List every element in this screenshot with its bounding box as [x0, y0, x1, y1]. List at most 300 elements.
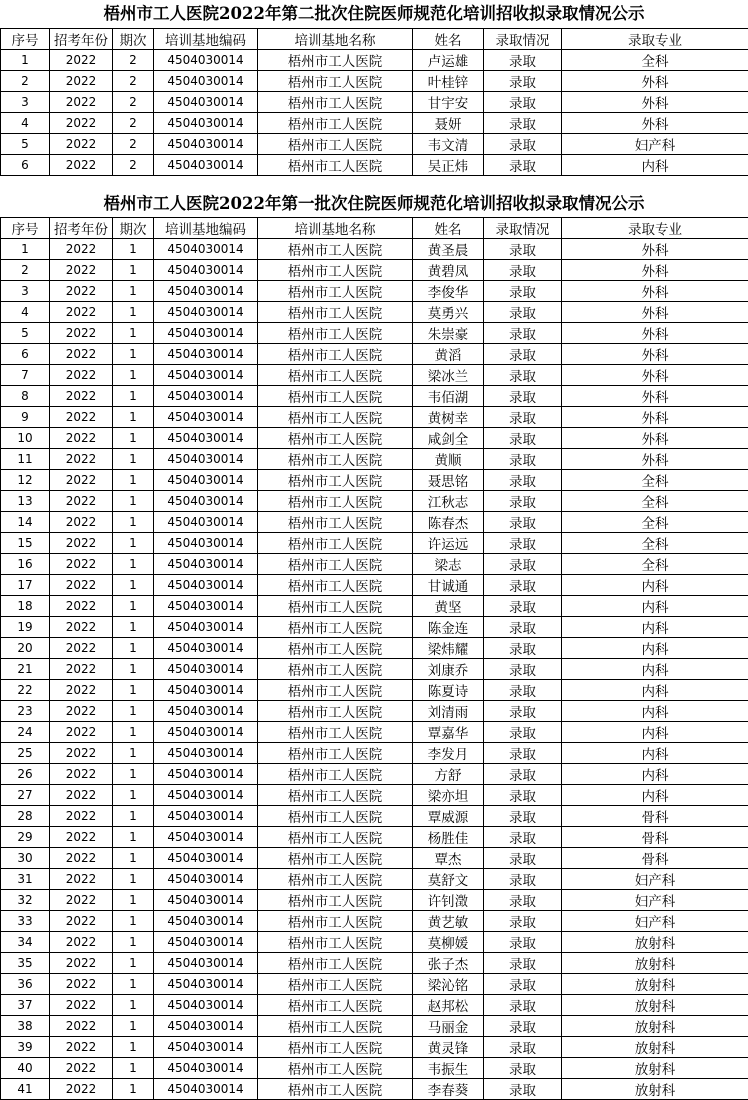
cell-status: 录取 [484, 785, 562, 806]
cell-term: 1 [113, 1058, 154, 1079]
cell-base-name: 梧州市工人医院 [258, 575, 413, 596]
cell-status: 录取 [484, 239, 562, 260]
cell-name: 赵邦松 [413, 995, 484, 1016]
cell-specialty: 外科 [562, 449, 748, 470]
cell-year: 2022 [50, 953, 113, 974]
cell-specialty: 内科 [562, 722, 748, 743]
cell-year: 2022 [50, 827, 113, 848]
table-row [1, 932, 748, 953]
cell-year: 2022 [50, 50, 113, 71]
cell-year: 2022 [50, 806, 113, 827]
cell-base-name: 梧州市工人医院 [258, 491, 413, 512]
cell-name: 江秋志 [413, 491, 484, 512]
cell-seq: 31 [1, 869, 50, 890]
cell-seq: 41 [1, 1079, 50, 1100]
cell-specialty: 妇产科 [562, 134, 748, 155]
cell-base-name: 梧州市工人医院 [258, 302, 413, 323]
cell-seq: 3 [1, 281, 50, 302]
cell-term: 1 [113, 323, 154, 344]
cell-name: 黄滔 [413, 344, 484, 365]
cell-specialty: 内科 [562, 764, 748, 785]
cell-base-code: 4504030014 [154, 260, 258, 281]
cell-base-code: 4504030014 [154, 890, 258, 911]
table-row [1, 134, 748, 155]
cell-status: 录取 [484, 512, 562, 533]
cell-seq: 32 [1, 890, 50, 911]
table-row [1, 386, 748, 407]
cell-specialty: 骨科 [562, 848, 748, 869]
column-header-base-name: 培训基地名称 [258, 218, 413, 239]
table-row [1, 890, 748, 911]
cell-specialty: 外科 [562, 113, 748, 134]
cell-term: 1 [113, 953, 154, 974]
cell-base-code: 4504030014 [154, 974, 258, 995]
cell-seq: 27 [1, 785, 50, 806]
cell-seq: 24 [1, 722, 50, 743]
cell-year: 2022 [50, 743, 113, 764]
cell-name: 张子杰 [413, 953, 484, 974]
cell-base-code: 4504030014 [154, 932, 258, 953]
cell-status: 录取 [484, 701, 562, 722]
cell-seq: 38 [1, 1016, 50, 1037]
cell-year: 2022 [50, 764, 113, 785]
cell-seq: 20 [1, 638, 50, 659]
cell-year: 2022 [50, 344, 113, 365]
cell-base-code: 4504030014 [154, 470, 258, 491]
cell-name: 聂妍 [413, 113, 484, 134]
cell-base-code: 4504030014 [154, 134, 258, 155]
cell-base-code: 4504030014 [154, 71, 258, 92]
cell-specialty: 内科 [562, 743, 748, 764]
cell-name: 黄艺敏 [413, 911, 484, 932]
cell-seq: 9 [1, 407, 50, 428]
cell-name: 李发月 [413, 743, 484, 764]
cell-base-code: 4504030014 [154, 575, 258, 596]
cell-year: 2022 [50, 365, 113, 386]
cell-base-name: 梧州市工人医院 [258, 806, 413, 827]
cell-base-name: 梧州市工人医院 [258, 848, 413, 869]
cell-status: 录取 [484, 1016, 562, 1037]
cell-term: 1 [113, 239, 154, 260]
cell-year: 2022 [50, 554, 113, 575]
table-row [1, 911, 748, 932]
cell-name: 莫勇兴 [413, 302, 484, 323]
column-header-name: 姓名 [413, 218, 484, 239]
table-header [1, 218, 748, 239]
cell-base-code: 4504030014 [154, 155, 258, 176]
cell-base-name: 梧州市工人医院 [258, 974, 413, 995]
cell-year: 2022 [50, 1058, 113, 1079]
cell-base-name: 梧州市工人医院 [258, 134, 413, 155]
column-header-specialty: 录取专业 [562, 218, 748, 239]
cell-term: 1 [113, 575, 154, 596]
cell-seq: 2 [1, 260, 50, 281]
cell-year: 2022 [50, 596, 113, 617]
cell-base-code: 4504030014 [154, 722, 258, 743]
column-header-seq: 序号 [1, 29, 50, 50]
cell-name: 刘康乔 [413, 659, 484, 680]
cell-name: 梁志 [413, 554, 484, 575]
cell-base-code: 4504030014 [154, 554, 258, 575]
cell-specialty: 内科 [562, 617, 748, 638]
cell-base-name: 梧州市工人医院 [258, 470, 413, 491]
cell-specialty: 骨科 [562, 806, 748, 827]
cell-base-code: 4504030014 [154, 638, 258, 659]
cell-seq: 4 [1, 113, 50, 134]
cell-year: 2022 [50, 869, 113, 890]
cell-seq: 19 [1, 617, 50, 638]
cell-seq: 8 [1, 386, 50, 407]
table-row [1, 680, 748, 701]
cell-specialty: 外科 [562, 239, 748, 260]
cell-specialty: 骨科 [562, 827, 748, 848]
column-header-seq: 序号 [1, 218, 50, 239]
column-header-term: 期次 [113, 218, 154, 239]
cell-name: 黄圣晨 [413, 239, 484, 260]
table-row [1, 806, 748, 827]
cell-base-code: 4504030014 [154, 344, 258, 365]
cell-base-name: 梧州市工人医院 [258, 92, 413, 113]
cell-name: 马丽金 [413, 1016, 484, 1037]
cell-year: 2022 [50, 1016, 113, 1037]
cell-base-name: 梧州市工人医院 [258, 239, 413, 260]
cell-name: 咸剑全 [413, 428, 484, 449]
table-row [1, 113, 748, 134]
table-row [1, 92, 748, 113]
cell-seq: 15 [1, 533, 50, 554]
cell-term: 1 [113, 869, 154, 890]
table-row [1, 995, 748, 1016]
table-row [1, 827, 748, 848]
cell-base-name: 梧州市工人医院 [258, 638, 413, 659]
cell-term: 1 [113, 848, 154, 869]
cell-base-code: 4504030014 [154, 323, 258, 344]
cell-base-name: 梧州市工人医院 [258, 50, 413, 71]
cell-base-name: 梧州市工人医院 [258, 449, 413, 470]
cell-seq: 39 [1, 1037, 50, 1058]
table-row [1, 638, 748, 659]
cell-base-name: 梧州市工人医院 [258, 428, 413, 449]
table-title: 梧州市工人医院2022年第一批次住院医师规范化培训招收拟录取情况公示 [0, 190, 748, 217]
table-row [1, 764, 748, 785]
cell-specialty: 内科 [562, 596, 748, 617]
cell-status: 录取 [484, 806, 562, 827]
cell-base-name: 梧州市工人医院 [258, 1079, 413, 1100]
cell-term: 1 [113, 680, 154, 701]
cell-seq: 23 [1, 701, 50, 722]
cell-base-name: 梧州市工人医院 [258, 554, 413, 575]
cell-status: 录取 [484, 638, 562, 659]
cell-seq: 34 [1, 932, 50, 953]
cell-seq: 2 [1, 71, 50, 92]
cell-year: 2022 [50, 71, 113, 92]
cell-specialty: 放射科 [562, 1079, 748, 1100]
cell-status: 录取 [484, 1037, 562, 1058]
section-second-table [0, 190, 748, 1100]
cell-base-code: 4504030014 [154, 743, 258, 764]
cell-year: 2022 [50, 680, 113, 701]
cell-base-name: 梧州市工人医院 [258, 1016, 413, 1037]
cell-seq: 6 [1, 155, 50, 176]
cell-name: 韦文清 [413, 134, 484, 155]
cell-year: 2022 [50, 575, 113, 596]
cell-base-name: 梧州市工人医院 [258, 155, 413, 176]
cell-name: 方舒 [413, 764, 484, 785]
cell-base-name: 梧州市工人医院 [258, 701, 413, 722]
table-row [1, 260, 748, 281]
cell-name: 黄坚 [413, 596, 484, 617]
cell-base-code: 4504030014 [154, 239, 258, 260]
table-row [1, 1079, 748, 1100]
cell-seq: 29 [1, 827, 50, 848]
cell-specialty: 内科 [562, 575, 748, 596]
cell-name: 梁冰兰 [413, 365, 484, 386]
cell-name: 李俊华 [413, 281, 484, 302]
cell-specialty: 全科 [562, 470, 748, 491]
cell-base-name: 梧州市工人医院 [258, 869, 413, 890]
cell-specialty: 全科 [562, 512, 748, 533]
cell-seq: 3 [1, 92, 50, 113]
table-row [1, 323, 748, 344]
column-header-specialty: 录取专业 [562, 29, 748, 50]
cell-year: 2022 [50, 134, 113, 155]
cell-specialty: 放射科 [562, 1016, 748, 1037]
cell-year: 2022 [50, 113, 113, 134]
cell-name: 杨胜佳 [413, 827, 484, 848]
cell-specialty: 内科 [562, 680, 748, 701]
cell-term: 1 [113, 638, 154, 659]
cell-specialty: 全科 [562, 491, 748, 512]
cell-name: 许钊澂 [413, 890, 484, 911]
cell-name: 聂思铭 [413, 470, 484, 491]
cell-term: 2 [113, 113, 154, 134]
cell-seq: 40 [1, 1058, 50, 1079]
table-body [1, 239, 748, 1100]
cell-term: 1 [113, 344, 154, 365]
table-row [1, 575, 748, 596]
table-row [1, 617, 748, 638]
cell-base-name: 梧州市工人医院 [258, 323, 413, 344]
cell-year: 2022 [50, 932, 113, 953]
cell-year: 2022 [50, 302, 113, 323]
cell-name: 覃杰 [413, 848, 484, 869]
cell-base-code: 4504030014 [154, 1037, 258, 1058]
cell-status: 录取 [484, 680, 562, 701]
cell-specialty: 全科 [562, 554, 748, 575]
cell-specialty: 外科 [562, 428, 748, 449]
table-row [1, 365, 748, 386]
cell-term: 1 [113, 932, 154, 953]
cell-seq: 10 [1, 428, 50, 449]
cell-base-code: 4504030014 [154, 785, 258, 806]
cell-term: 1 [113, 533, 154, 554]
cell-term: 1 [113, 428, 154, 449]
cell-base-code: 4504030014 [154, 512, 258, 533]
cell-term: 1 [113, 554, 154, 575]
cell-name: 韦佰湖 [413, 386, 484, 407]
cell-name: 覃威源 [413, 806, 484, 827]
cell-base-code: 4504030014 [154, 701, 258, 722]
table-row [1, 71, 748, 92]
cell-status: 录取 [484, 953, 562, 974]
cell-status: 录取 [484, 974, 562, 995]
cell-year: 2022 [50, 239, 113, 260]
cell-base-code: 4504030014 [154, 50, 258, 71]
cell-name: 覃嘉华 [413, 722, 484, 743]
cell-base-name: 梧州市工人医院 [258, 680, 413, 701]
cell-base-name: 梧州市工人医院 [258, 512, 413, 533]
cell-base-code: 4504030014 [154, 848, 258, 869]
cell-specialty: 放射科 [562, 974, 748, 995]
cell-term: 1 [113, 491, 154, 512]
cell-base-name: 梧州市工人医院 [258, 890, 413, 911]
cell-status: 录取 [484, 50, 562, 71]
cell-year: 2022 [50, 260, 113, 281]
cell-year: 2022 [50, 428, 113, 449]
cell-seq: 7 [1, 365, 50, 386]
cell-year: 2022 [50, 638, 113, 659]
cell-name: 黄顺 [413, 449, 484, 470]
column-header-base-name: 培训基地名称 [258, 29, 413, 50]
cell-seq: 36 [1, 974, 50, 995]
cell-seq: 22 [1, 680, 50, 701]
column-header-status: 录取情况 [484, 218, 562, 239]
cell-status: 录取 [484, 617, 562, 638]
cell-status: 录取 [484, 659, 562, 680]
cell-base-code: 4504030014 [154, 995, 258, 1016]
admission-table [0, 28, 748, 176]
cell-seq: 4 [1, 302, 50, 323]
cell-name: 卢运雄 [413, 50, 484, 71]
table-row [1, 533, 748, 554]
cell-term: 1 [113, 722, 154, 743]
cell-year: 2022 [50, 617, 113, 638]
cell-specialty: 内科 [562, 638, 748, 659]
table-body [1, 50, 748, 176]
cell-base-name: 梧州市工人医院 [258, 281, 413, 302]
cell-specialty: 放射科 [562, 995, 748, 1016]
cell-term: 2 [113, 155, 154, 176]
cell-term: 1 [113, 386, 154, 407]
cell-specialty: 内科 [562, 659, 748, 680]
cell-term: 1 [113, 260, 154, 281]
cell-specialty: 外科 [562, 92, 748, 113]
cell-year: 2022 [50, 659, 113, 680]
cell-base-code: 4504030014 [154, 827, 258, 848]
cell-specialty: 内科 [562, 155, 748, 176]
cell-seq: 26 [1, 764, 50, 785]
cell-status: 录取 [484, 302, 562, 323]
cell-year: 2022 [50, 470, 113, 491]
cell-status: 录取 [484, 470, 562, 491]
cell-term: 1 [113, 806, 154, 827]
cell-base-name: 梧州市工人医院 [258, 932, 413, 953]
cell-base-name: 梧州市工人医院 [258, 71, 413, 92]
column-header-term: 期次 [113, 29, 154, 50]
cell-base-code: 4504030014 [154, 491, 258, 512]
cell-year: 2022 [50, 281, 113, 302]
cell-name: 吴正炜 [413, 155, 484, 176]
table-row [1, 155, 748, 176]
cell-status: 录取 [484, 596, 562, 617]
cell-name: 梁亦坦 [413, 785, 484, 806]
cell-year: 2022 [50, 155, 113, 176]
cell-base-code: 4504030014 [154, 617, 258, 638]
cell-base-name: 梧州市工人医院 [258, 764, 413, 785]
table-row [1, 1037, 748, 1058]
cell-status: 录取 [484, 281, 562, 302]
cell-specialty: 外科 [562, 71, 748, 92]
cell-base-name: 梧州市工人医院 [258, 743, 413, 764]
cell-term: 2 [113, 50, 154, 71]
cell-term: 1 [113, 449, 154, 470]
cell-base-code: 4504030014 [154, 281, 258, 302]
cell-year: 2022 [50, 533, 113, 554]
cell-seq: 18 [1, 596, 50, 617]
cell-base-code: 4504030014 [154, 1016, 258, 1037]
cell-status: 录取 [484, 533, 562, 554]
table-header [1, 29, 748, 50]
cell-status: 录取 [484, 764, 562, 785]
cell-specialty: 妇产科 [562, 911, 748, 932]
table-row [1, 743, 748, 764]
cell-year: 2022 [50, 701, 113, 722]
cell-name: 黄树幸 [413, 407, 484, 428]
cell-seq: 11 [1, 449, 50, 470]
cell-status: 录取 [484, 554, 562, 575]
admission-table [0, 217, 748, 1100]
cell-seq: 35 [1, 953, 50, 974]
cell-term: 1 [113, 764, 154, 785]
cell-seq: 12 [1, 470, 50, 491]
cell-status: 录取 [484, 386, 562, 407]
cell-base-code: 4504030014 [154, 407, 258, 428]
cell-year: 2022 [50, 512, 113, 533]
cell-seq: 17 [1, 575, 50, 596]
cell-specialty: 全科 [562, 50, 748, 71]
cell-term: 1 [113, 1037, 154, 1058]
section-first-table [0, 0, 748, 176]
cell-specialty: 外科 [562, 407, 748, 428]
cell-term: 1 [113, 743, 154, 764]
cell-status: 录取 [484, 1079, 562, 1100]
cell-year: 2022 [50, 722, 113, 743]
cell-status: 录取 [484, 743, 562, 764]
cell-year: 2022 [50, 785, 113, 806]
cell-specialty: 放射科 [562, 1058, 748, 1079]
cell-base-name: 梧州市工人医院 [258, 827, 413, 848]
cell-name: 梁沁铭 [413, 974, 484, 995]
cell-seq: 14 [1, 512, 50, 533]
cell-status: 录取 [484, 260, 562, 281]
cell-status: 录取 [484, 1058, 562, 1079]
table-row [1, 50, 748, 71]
cell-status: 录取 [484, 869, 562, 890]
cell-specialty: 妇产科 [562, 869, 748, 890]
cell-name: 朱崇豪 [413, 323, 484, 344]
cell-name: 韦振生 [413, 1058, 484, 1079]
cell-year: 2022 [50, 995, 113, 1016]
table-row [1, 512, 748, 533]
cell-term: 1 [113, 407, 154, 428]
table-row [1, 1016, 748, 1037]
cell-base-name: 梧州市工人医院 [258, 365, 413, 386]
cell-specialty: 放射科 [562, 932, 748, 953]
cell-name: 甘宇安 [413, 92, 484, 113]
table-row [1, 554, 748, 575]
cell-base-name: 梧州市工人医院 [258, 659, 413, 680]
column-header-status: 录取情况 [484, 29, 562, 50]
